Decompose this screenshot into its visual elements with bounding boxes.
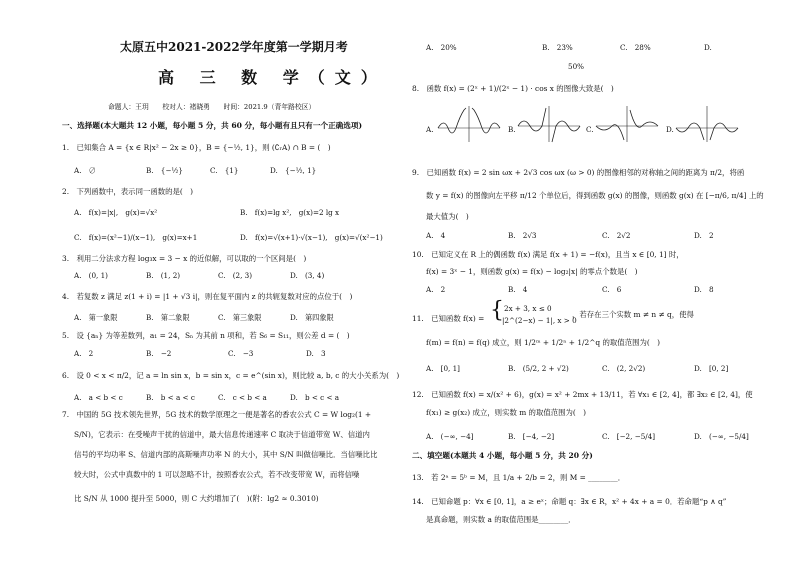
q4-option-d: D. 第四象限 (290, 313, 334, 322)
left-column (62, 0, 400, 561)
q8-graph-c (594, 104, 660, 144)
q7-line-2: S/N)，它表示：在受噪声干扰的信道中，最大信息传递速率 C 取决于信道带宽 W、信道内 (74, 430, 370, 439)
q7-line-1: 7. 中国的 5G 技术领先世界，5G 技术的数学原理之一便是著名的香农公式 C = W log₂(1 + (62, 410, 372, 419)
q8-option-c: C. (586, 125, 594, 134)
q8-option-d: D. (666, 125, 674, 134)
q9-option-d: D. 2 (694, 231, 714, 240)
q12-line-1: 12. 已知函数 f(x) = x/(x² + 6)，g(x) = x² + 2mx + 13/11，若 ∀x₁ ∈ [2, 4]，都 ∃x₂ ∈ [2, 4]，使 (412, 390, 753, 399)
q2-option-c: C. f(x)=(x²−1)/(x−1), g(x)=x+1 (74, 233, 198, 242)
q11-tail: ，若存在三个实数 m ≠ n ≠ q，使得 (572, 310, 694, 319)
section1-heading: 一、选择题(本大题共 12 小题，每小题 5 分，共 60 分，每小题有且只有一个正确选项) (62, 121, 363, 130)
q1-option-d: D. {−½, 1} (270, 166, 317, 175)
q7-line-3: 信号的平均功率 S、信道内部的高斯噪声功率 N 的大小，其中 S/N 叫做信噪比．当信噪比比 (74, 450, 378, 459)
q4-stem: 4. 若复数 z 满足 z(1 + i) = |1 + √3 i|，则在复平面内 z 的共轭复数对应的点位于( ) (62, 292, 353, 301)
q7-line-4: 较大时，公式中真数中的 1 可以忽略不计，按照香农公式，若不改变带宽 W，而将信噪 (74, 470, 360, 479)
q3-option-b: B. (1, 2) (146, 271, 181, 280)
q10-option-b: B. 4 (508, 285, 528, 294)
q12-option-d: D. (−∞, −5/4] (694, 432, 749, 441)
q8-option-a: A. (426, 125, 434, 134)
q8-stem: 8. 函数 f(x) = (2ˣ + 1)/(2ˣ − 1) · cos x 的图像大致是( ) (412, 84, 614, 93)
right-column (404, 0, 774, 561)
q11-option-a: A. [0, 1] (426, 364, 460, 373)
q8-graph-a (436, 104, 502, 144)
q7-option-d-value: 50% (568, 62, 584, 71)
q11-case-2: |2^(2−x) − 1|, x > 0 (502, 316, 577, 325)
author-meta: 命题人：王玥 校对人：褚晓勇 时间：2021.9（青年路校区） (108, 103, 316, 111)
q5-option-a: A. 2 (74, 349, 94, 358)
q4-option-b: B. 第二象限 (146, 313, 190, 322)
q6-option-b: B. b < a < c (146, 393, 195, 402)
q6-stem: 6. 设 0 < x < π/2，记 a = ln sin x，b = sin x，c = e^(sin x)，则比较 a, b, c 的大小关系为( ) (62, 371, 400, 380)
q9-option-c: C. 2√2 (602, 231, 631, 240)
q13-stem: 13. 若 2ᵃ = 5ᵇ = M，且 1/a + 2/b = 2，则 M = ________． (412, 473, 626, 482)
q2-stem: 2. 下列函数中，表示同一函数的是( ) (62, 187, 194, 196)
q1-stem: 1. 已知集合 A = {x ∈ R|x² − 2x ≥ 0}，B = {−½, 1}，则 (∁ᵣA) ∩ B = ( ) (62, 143, 331, 152)
section2-heading: 二、填空题(本题共 4 小题，每小题 5 分，共 20 分) (412, 451, 593, 460)
q11-brace: { (490, 298, 504, 323)
q9-line-3: 最大值为( ) (426, 212, 469, 221)
q5-option-d: D. 3 (306, 349, 326, 358)
q12-option-c: C. [−2, −5/4] (602, 432, 656, 441)
q5-option-b: B. −2 (146, 349, 172, 358)
subject-title: 高 三 数 学（文） (158, 68, 387, 87)
q7-option-a: A. 20% (426, 43, 457, 52)
q12-option-a: A. (−∞, −4] (426, 432, 474, 441)
q14-line-1: 14. 已知命题 p：∀x ∈ [0, 1]，a ≥ eˣ；命题 q：∃x ∈ R，x² + 4x + a = 0．若命题“p ∧ q” (412, 497, 727, 506)
q9-line-1: 9. 已知函数 f(x) = 2 sin ωx + 2√3 cos ωx (ω > 0) 的图像相邻的对称轴之间的距离为 π/2，将函 (412, 168, 745, 177)
q11-option-b: B. (5/2, 2 + √2) (508, 364, 569, 373)
q11-line-2: f(m) = f(n) = f(q) 成立，则 1/2ᵐ + 1/2ⁿ + 1/2^q 的取值范围为( ) (426, 338, 661, 347)
q9-line-2: 数 y = f(x) 的图像向左平移 π/12 个单位后，得到函数 g(x) 的图像，则函数 g(x) 在 [−π/6, π/4] 上的 (426, 191, 764, 200)
q6-option-d: D. b < c < a (290, 393, 340, 402)
q2-option-a: A. f(x)=|x|, g(x)=√x² (74, 208, 158, 217)
q8-graph-b (516, 104, 582, 144)
q10-line-2: f(x) = 3ˣ − 1，则函数 g(x) = f(x) − log₂|x| 的零点个数是( ) (426, 267, 638, 276)
q4-option-a: A. 第一象限 (74, 313, 118, 322)
q2-option-d: D. f(x)=√(x+1)·√(x−1), g(x)=√(x²−1) (240, 233, 383, 242)
q2-option-b: B. f(x)=lg x², g(x)=2 lg x (240, 208, 340, 217)
q12-option-b: B. [−4, −2] (508, 432, 555, 441)
school-title: 太原五中2021-2022学年度第一学期月考 (120, 40, 348, 54)
q7-option-b: B. 23% (542, 43, 573, 52)
q7-option-c: C. 28% (620, 43, 651, 52)
q10-option-a: A. 2 (426, 285, 446, 294)
q1-option-a: A. ∅ (74, 166, 96, 175)
q11-case-1: 2x + 3, x ≤ 0 (504, 304, 552, 313)
q9-option-a: A. 4 (426, 231, 446, 240)
q6-option-a: A. a < b < c (74, 393, 123, 402)
q11-option-c: C. (2, 2√2) (602, 364, 646, 373)
q6-option-c: C. c < b < a (218, 393, 267, 402)
q1-option-c: C. {1} (210, 166, 239, 175)
q11-option-d: D. [0, 2] (694, 364, 729, 373)
q10-option-c: C. 6 (602, 285, 622, 294)
q3-option-d: D. (3, 4) (290, 271, 325, 280)
q3-option-a: A. (0, 1) (74, 271, 108, 280)
q14-line-2: 是真命题，则实数 a 的取值范围是________． (426, 515, 576, 524)
q3-stem: 3. 利用二分法求方程 log₃x = 3 − x 的近似解，可以取的一个区间是( ) (62, 254, 307, 263)
q3-option-c: C. (2, 3) (218, 271, 253, 280)
q4-option-c: C. 第三象限 (218, 313, 262, 322)
q7-line-5: 比 S/N 从 1000 提升至 5000，则 C 大约增加了( )(附：lg2 ≈ 0.3010) (74, 494, 319, 503)
q9-option-b: B. 2√3 (508, 231, 537, 240)
q10-option-d: D. 8 (694, 285, 714, 294)
q11-lead: 11. 已知函数 f(x) = (412, 314, 485, 323)
q1-option-b: B. {−½} (146, 166, 183, 175)
q7-option-d: D. (704, 43, 712, 52)
q12-line-2: f(x₁) ≥ g(x₂) 成立，则实数 m 的取值范围为( ) (426, 408, 587, 417)
q8-graph-d (674, 104, 740, 144)
q8-option-b: B. (508, 125, 516, 134)
q10-line-1: 10. 已知定义在 R 上的偶函数 f(x) 满足 f(x + 1) = −f(x)，且当 x ∈ [0, 1] 时， (412, 250, 684, 259)
q5-stem: 5. 设 {aₙ} 为等差数列，a₁ = 24，Sₙ 为其前 n 项和，若 S₆ = S₁₁，则公差 d = ( ) (62, 331, 350, 340)
q5-option-c: C. −3 (228, 349, 254, 358)
